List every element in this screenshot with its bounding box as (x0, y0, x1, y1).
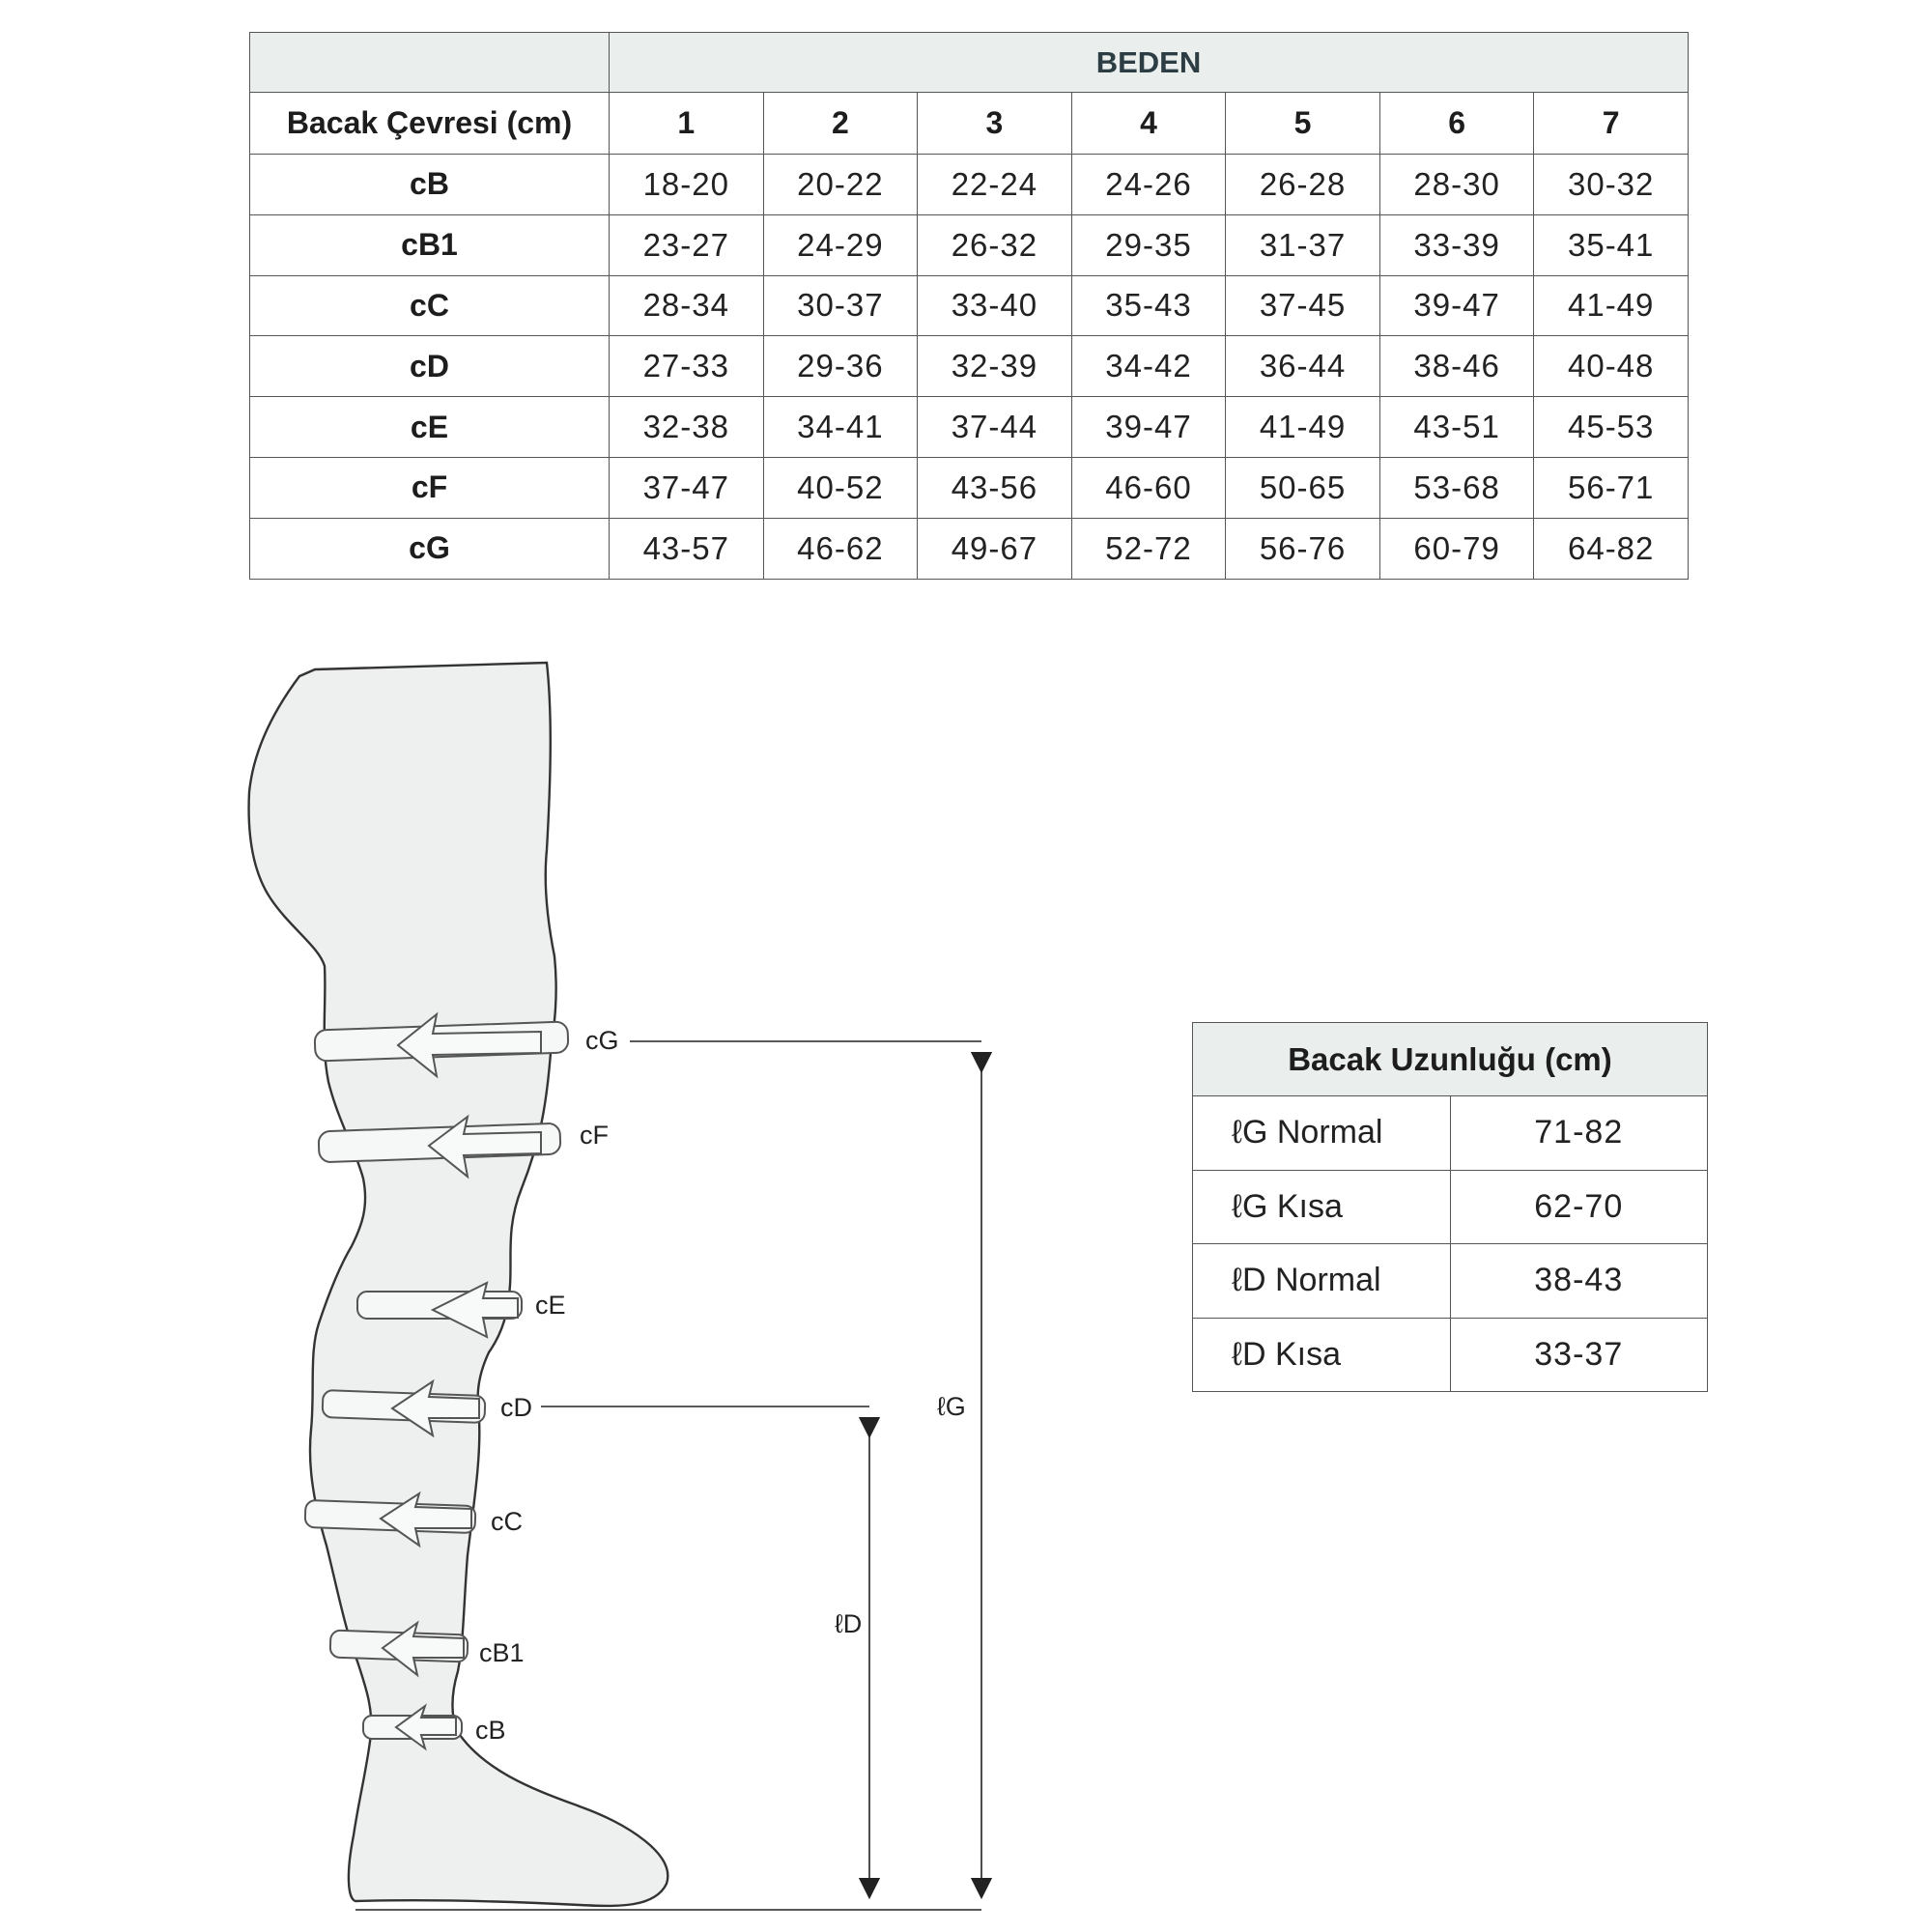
table-cell: 31-37 (1226, 214, 1380, 275)
table-cell: 53-68 (1379, 457, 1534, 518)
table-cell: 50-65 (1226, 457, 1380, 518)
table-cell: 49-67 (918, 518, 1072, 579)
size-column-5: 5 (1226, 93, 1380, 155)
table-cell: 39-47 (1379, 275, 1534, 336)
length-value: 62-70 (1450, 1170, 1708, 1244)
table-cell: 33-39 (1379, 214, 1534, 275)
label-cG: cG (585, 1026, 619, 1055)
length-table-title: Bacak Uzunluğu (cm) (1193, 1023, 1708, 1096)
table-cell: 39-47 (1071, 397, 1226, 458)
table-cell: 18-20 (610, 155, 764, 215)
table-cell: 43-51 (1379, 397, 1534, 458)
table-cell: 41-49 (1534, 275, 1689, 336)
label-cF: cF (580, 1121, 609, 1150)
table-cell: 37-44 (918, 397, 1072, 458)
table-cell: 45-53 (1534, 397, 1689, 458)
label-cB: cB (475, 1716, 506, 1745)
length-header-row (1193, 1023, 1708, 1096)
length-table (1192, 1022, 1708, 1392)
size-column-3: 3 (918, 93, 1072, 155)
table-cell: 38-46 (1379, 336, 1534, 397)
table-row (1193, 1244, 1708, 1319)
table-row (1193, 1318, 1708, 1392)
table-cell: 32-38 (610, 397, 764, 458)
size-column-2: 2 (763, 93, 918, 155)
label-cC: cC (491, 1507, 523, 1536)
table-cell: 23-27 (610, 214, 764, 275)
table-cell: 40-48 (1534, 336, 1689, 397)
table-cell: 34-42 (1071, 336, 1226, 397)
length-value: 71-82 (1450, 1096, 1708, 1171)
table-cell: 27-33 (610, 336, 764, 397)
length-name: ℓG Kısa (1193, 1170, 1451, 1244)
row-label: cC (250, 275, 610, 336)
label-cE: cE (535, 1291, 566, 1320)
label-lG: ℓG (937, 1392, 966, 1421)
row-label: cE (250, 397, 610, 458)
row-label: cF (250, 457, 610, 518)
table-cell: 37-47 (610, 457, 764, 518)
table-cell: 35-43 (1071, 275, 1226, 336)
beden-header: BEDEN (610, 33, 1689, 93)
row-label: cB1 (250, 214, 610, 275)
table-cell: 28-34 (610, 275, 764, 336)
table-cell: 26-32 (918, 214, 1072, 275)
length-name: ℓG Normal (1193, 1096, 1451, 1171)
row-label: cB (250, 155, 610, 215)
table-cell: 22-24 (918, 155, 1072, 215)
table-cell: 24-29 (763, 214, 918, 275)
table-cell: 43-57 (610, 518, 764, 579)
label-cD: cD (500, 1393, 532, 1422)
length-value: 33-37 (1450, 1318, 1708, 1392)
table-cell: 35-41 (1534, 214, 1689, 275)
table-cell: 43-56 (918, 457, 1072, 518)
table-cell: 24-26 (1071, 155, 1226, 215)
table-cell: 46-62 (763, 518, 918, 579)
table-cell: 36-44 (1226, 336, 1380, 397)
table-row (1193, 1170, 1708, 1244)
table-cell: 20-22 (763, 155, 918, 215)
table-cell: 46-60 (1071, 457, 1226, 518)
table-cell: 60-79 (1379, 518, 1534, 579)
table-cell: 64-82 (1534, 518, 1689, 579)
table-cell: 56-76 (1226, 518, 1380, 579)
table-cell: 33-40 (918, 275, 1072, 336)
table-cell: 26-28 (1226, 155, 1380, 215)
label-cB1: cB1 (479, 1638, 525, 1667)
table-cell: 30-37 (763, 275, 918, 336)
table-cell: 40-52 (763, 457, 918, 518)
length-name: ℓD Normal (1193, 1244, 1451, 1319)
table-cell: 37-45 (1226, 275, 1380, 336)
table-cell: 30-32 (1534, 155, 1689, 215)
label-lD: ℓD (835, 1609, 863, 1638)
table-cell: 29-36 (763, 336, 918, 397)
size-column-6: 6 (1379, 93, 1534, 155)
table-cell: 29-35 (1071, 214, 1226, 275)
table-cell: 32-39 (918, 336, 1072, 397)
table-cell: 28-30 (1379, 155, 1534, 215)
size-column-7: 7 (1534, 93, 1689, 155)
size-column-1: 1 (610, 93, 764, 155)
table-cell: 52-72 (1071, 518, 1226, 579)
table-row (1193, 1096, 1708, 1171)
row-label: cD (250, 336, 610, 397)
table-cell: 34-41 (763, 397, 918, 458)
size-column-4: 4 (1071, 93, 1226, 155)
row-label: cG (250, 518, 610, 579)
length-name: ℓD Kısa (1193, 1318, 1451, 1392)
length-value: 38-43 (1450, 1244, 1708, 1319)
row-header-label: Bacak Çevresi (cm) (250, 93, 610, 155)
table-cell: 41-49 (1226, 397, 1380, 458)
table-cell: 56-71 (1534, 457, 1689, 518)
